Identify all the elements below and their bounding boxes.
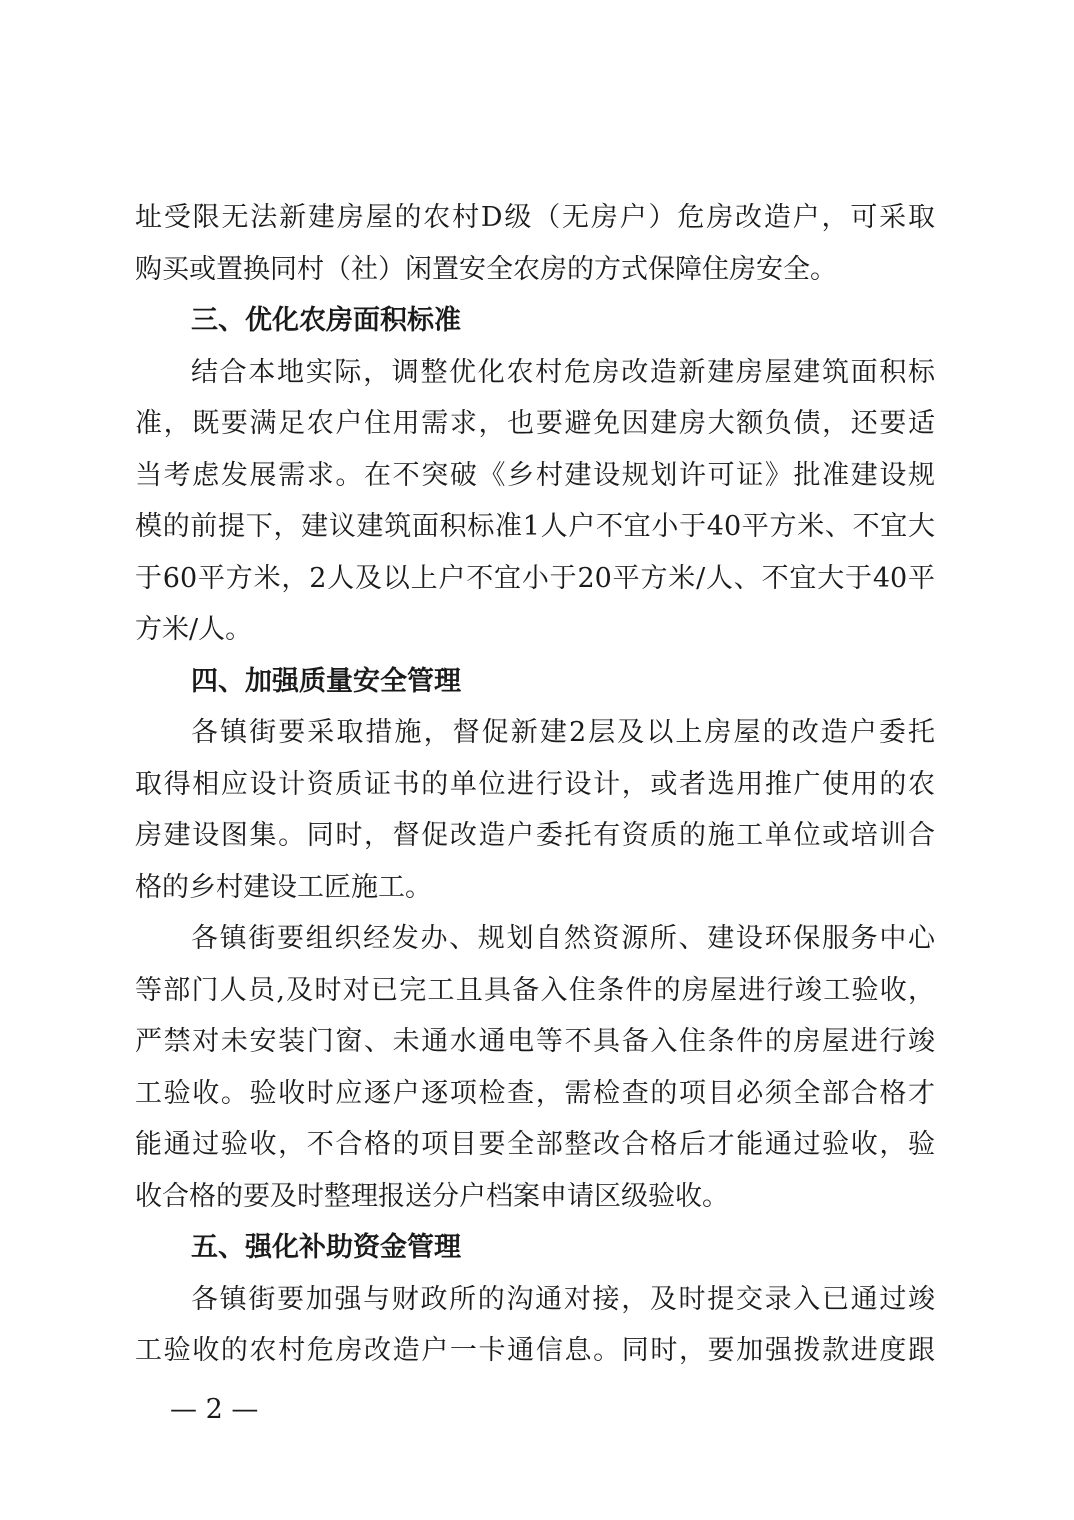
paragraph-line: 方米/人。 — [135, 614, 253, 645]
paragraph-line: 房建设图集。同时，督促改造户委托有资质的施工单位或培训合 — [135, 820, 935, 851]
paragraph-line: 址受限无法新建房屋的农村D级（无房户）危房改造户，可采取 — [135, 202, 935, 233]
paragraph-line: 各镇街要加强与财政所的沟通对接，及时提交录入已通过竣 — [191, 1283, 935, 1315]
paragraph-line: 各镇街要采取措施，督促新建2层及以上房屋的改造户委托 — [191, 717, 935, 748]
paragraph-line: 各镇街要组织经发办、规划自然资源所、建设环保服务中心 — [191, 923, 935, 954]
section-heading: 四、加强质量安全管理 — [191, 665, 461, 697]
document-body — [135, 192, 935, 1377]
paragraph-line: 工验收。验收时应逐户逐项检查，需检查的项目必须全部合格才 — [135, 1077, 935, 1109]
paragraph-line: 能通过验收，不合格的项目要全部整改合格后才能通过验收，验 — [135, 1129, 935, 1160]
paragraph-line: 于60平方米，2人及以上户不宜小于20平方米/人、不宜大于40平 — [135, 562, 935, 594]
paragraph-line: 收合格的要及时整理报送分户档案申请区级验收。 — [135, 1180, 729, 1212]
paragraph-line: 格的乡村建设工匠施工。 — [135, 871, 432, 903]
paragraph-line: 严禁对未安装门窗、未通水通电等不具备入住条件的房屋进行竣 — [135, 1026, 935, 1057]
paragraph-line: 模的前提下，建议建筑面积标准1人户不宜小于40平方米、不宜大 — [135, 511, 935, 542]
paragraph-line: 结合本地实际，调整优化农村危房改造新建房屋建筑面积标 — [191, 356, 935, 388]
paragraph-line: 等部门人员,及时对已完工且具备入住条件的房屋进行竣工验收， — [135, 974, 935, 1006]
paragraph-line: 取得相应设计资质证书的单位进行设计，或者选用推广使用的农 — [135, 768, 935, 800]
paragraph-line: 当考虑发展需求。在不突破《乡村建设规划许可证》批准建设规 — [135, 459, 935, 491]
section-heading: 五、强化补助资金管理 — [191, 1232, 461, 1263]
section-heading: 三、优化农房面积标准 — [191, 305, 461, 336]
paragraph-line: 准，既要满足农户住用需求，也要避免因建房大额负债，还要适 — [135, 408, 935, 439]
paragraph-line: 购买或置换同村（社）闲置安全农房的方式保障住房安全。 — [135, 253, 837, 285]
paragraph-line: 工验收的农村危房改造户一卡通信息。同时，要加强拨款进度跟 — [135, 1335, 935, 1366]
page-number: — 2 — — [170, 1394, 259, 1425]
